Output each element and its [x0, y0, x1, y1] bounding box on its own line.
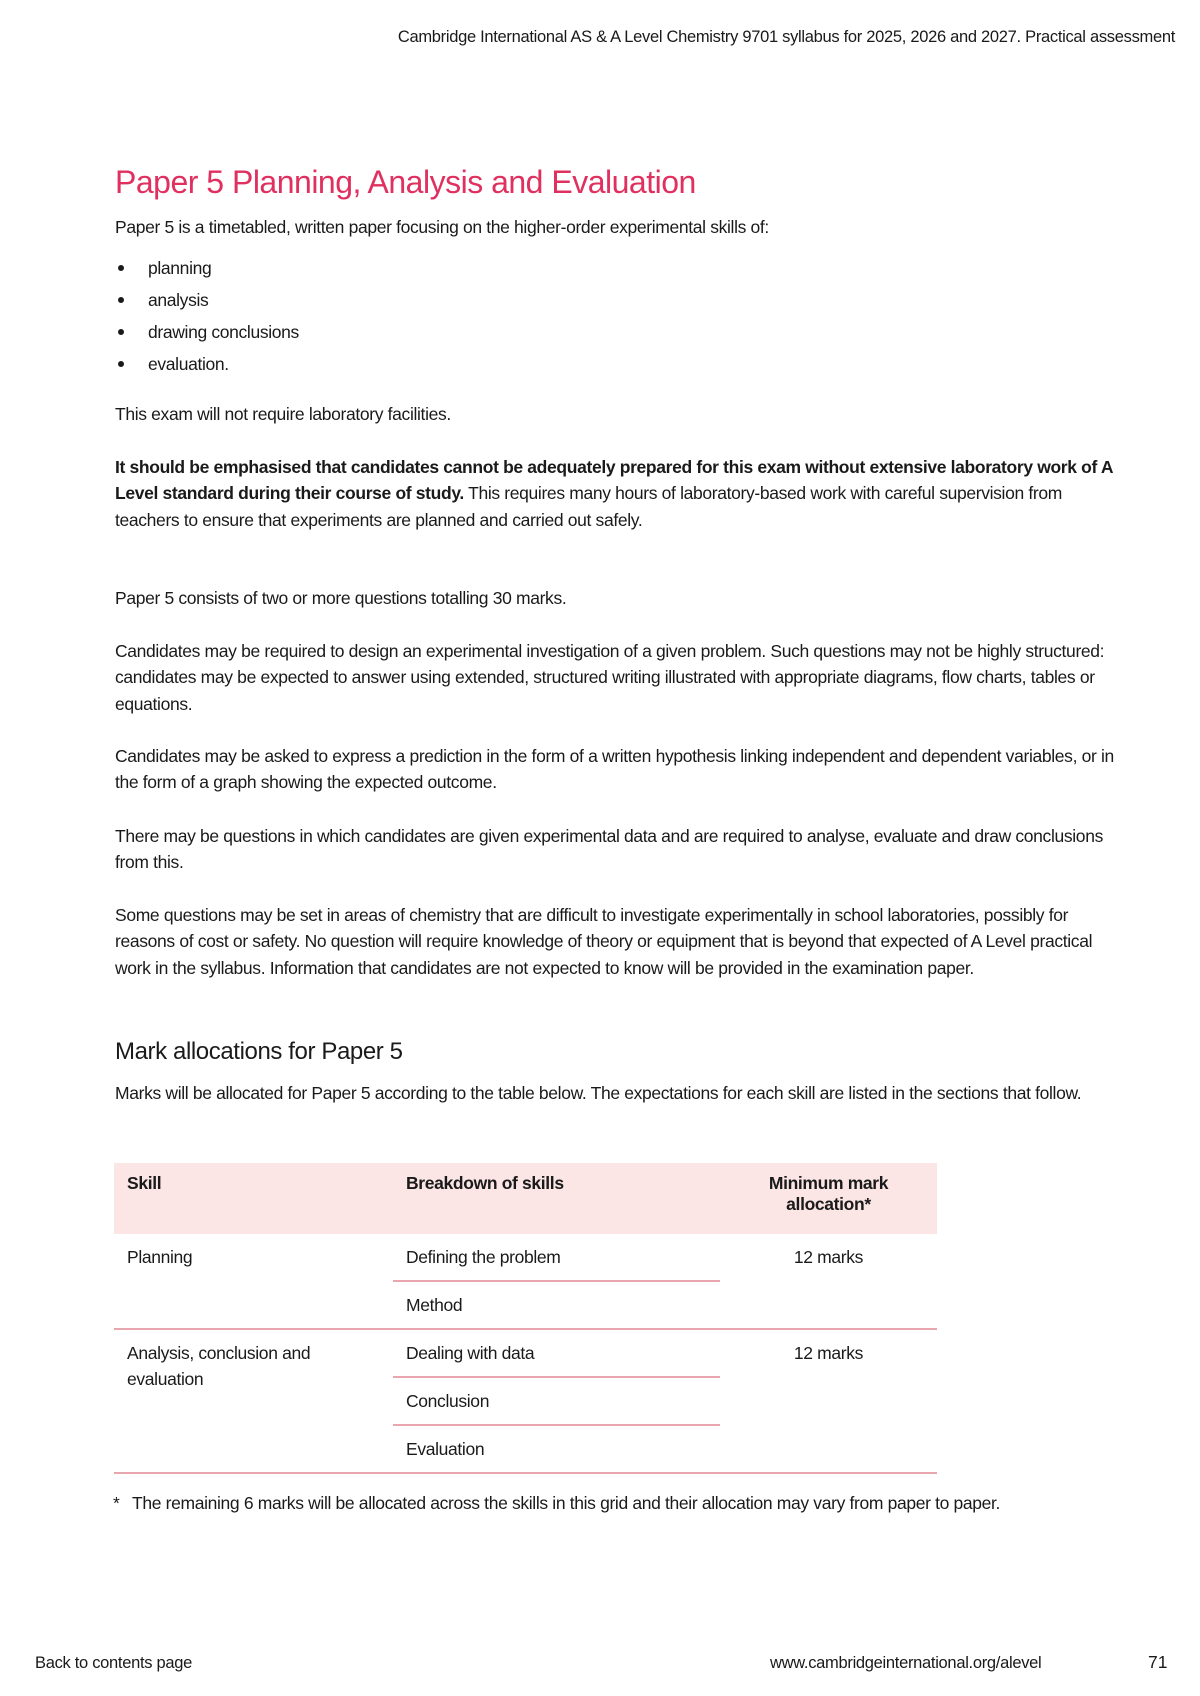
- table-header-row: [114, 1163, 937, 1234]
- page-title: Paper 5 Planning, Analysis and Evaluation: [115, 164, 696, 200]
- marks-cell: 12 marks: [720, 1234, 937, 1329]
- bullet-icon: [118, 329, 124, 335]
- website-link[interactable]: www.cambridgeinternational.org/alevel: [770, 1654, 1042, 1672]
- list-item-text: drawing conclusions: [148, 322, 299, 342]
- back-to-contents-link[interactable]: Back to contents page: [35, 1654, 192, 1672]
- breakdown-cell: Dealing with data: [393, 1329, 720, 1377]
- list-item: [115, 348, 299, 380]
- section-subheading: Mark allocations for Paper 5: [115, 1038, 403, 1065]
- consists-paragraph: Paper 5 consists of two or more questions totalling 30 marks.: [115, 588, 567, 608]
- list-item-text: planning: [148, 258, 212, 278]
- design-paragraph: Candidates may be required to design an experimental investigation of a given problem. Such questions may not be highly structured: candidates may be expected to answer using extended, structured writing illustrated with appropriate diagrams, flow charts, tables or equations.: [115, 641, 1105, 714]
- prediction-paragraph: Candidates may be asked to express a prediction in the form of a written hypothesis linking independent and dependent variables, or in the form of a graph showing the expected outcome.: [115, 746, 1114, 793]
- column-header: Breakdown of skills: [393, 1163, 720, 1234]
- table-footnote: [113, 1490, 1103, 1516]
- skill-cell: Planning: [114, 1234, 393, 1329]
- bullet-icon: [118, 265, 124, 271]
- table-row: [114, 1234, 937, 1281]
- areas-paragraph: Some questions may be set in areas of chemistry that are difficult to investigate experimentally in school laboratories, possibly for reasons of cost or safety. No question will require knowledge of theory or equipment that is beyond that expected of A Level practical work in the syllabus. Information that candidates are not expected to know will be provided in the examination paper.: [115, 905, 1093, 978]
- skills-list: [115, 252, 299, 380]
- mark-allocation-table: [114, 1163, 937, 1474]
- marks-paragraph: Marks will be allocated for Paper 5 according to the table below. The expectations for each skill are listed in the sections that follow.: [115, 1083, 1082, 1103]
- skill-cell: Analysis, conclusion and evaluation: [114, 1329, 393, 1473]
- data-paragraph: There may be questions in which candidates are given experimental data and are required to analyse, evaluate and draw conclusions from this.: [115, 826, 1103, 873]
- list-item: [115, 284, 299, 316]
- breakdown-cell: Method: [393, 1281, 720, 1329]
- list-item: [115, 316, 299, 348]
- breakdown-cell: Evaluation: [393, 1425, 720, 1473]
- lab-paragraph: This exam will not require laboratory facilities.: [115, 404, 451, 424]
- breakdown-cell: Defining the problem: [393, 1234, 720, 1281]
- marks-cell: 12 marks: [720, 1329, 937, 1473]
- list-item-text: evaluation.: [148, 354, 229, 374]
- list-item: [115, 252, 299, 284]
- breakdown-cell: Conclusion: [393, 1377, 720, 1425]
- running-header: Cambridge International AS & A Level Chemistry 9701 syllabus for 2025, 2026 and 2027. Practical assessment: [397, 28, 1175, 46]
- footnote-text: The remaining 6 marks will be allocated across the skills in this grid and their allocation may vary from paper to paper.: [132, 1493, 1001, 1513]
- column-header: Skill: [114, 1163, 393, 1234]
- emphasis-bold: It should be emphasised that candidates cannot be adequately prepared for this exam without extensive laboratory work of A Level standard during their course of study.: [115, 457, 1113, 504]
- bullet-icon: [118, 297, 124, 303]
- table-row: [114, 1329, 937, 1377]
- emphasis-paragraph: [115, 454, 1115, 533]
- emphasis-rest: This requires many hours of laboratory-based work with careful supervision from teachers to ensure that experiments are planned and carried out safely.: [115, 483, 1062, 530]
- list-item-text: analysis: [148, 290, 209, 310]
- column-header: Minimum mark allocation*: [720, 1163, 937, 1234]
- intro-paragraph: Paper 5 is a timetabled, written paper focusing on the higher-order experimental skills of:: [115, 217, 769, 237]
- footnote-marker: *: [113, 1493, 120, 1513]
- bullet-icon: [118, 361, 124, 367]
- page-number: 71: [1148, 1652, 1168, 1672]
